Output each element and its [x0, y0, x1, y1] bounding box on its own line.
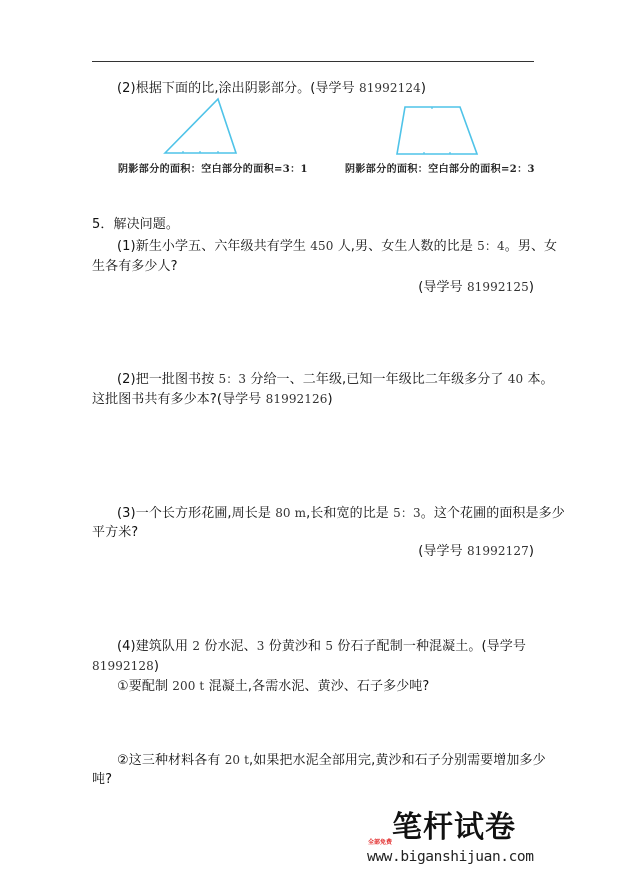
guide-number: 81992124	[358, 81, 421, 95]
problem3-line2: 平方米?	[92, 525, 139, 540]
problem1-line2: 生各有多少人?	[92, 259, 178, 274]
problem1-guide-ref: (导学号 81992125)	[418, 280, 534, 295]
problem3-guide-ref: (导学号 81992127)	[418, 544, 534, 559]
q4-part2-prompt: (2)根据下面的比,涂出阴影部分。(导学号 81992124)	[117, 81, 427, 96]
problem4-sub1: ①要配制 200 t 混凝土,各需水泥、黄沙、石子多少吨?	[117, 679, 430, 694]
problem4-sub2-line1: ②这三种材料各有 20 t,如果把水泥全部用完,黄沙和石子分别需要增加多少	[117, 753, 546, 768]
problem1-line1: (1)新生小学五、六年级共有学生 450 人,男、女生人数的比是 5：4。男、女	[117, 239, 558, 254]
trapezoid-shape[interactable]	[397, 107, 477, 154]
watermark-free-tag: 全部免费	[368, 839, 393, 846]
section5-heading: 5．解决问题。	[92, 217, 179, 232]
triangle-caption: 阴影部分的面积：空白部分的面积=3：1	[118, 164, 308, 175]
problem4-sub2-line2: 吨?	[92, 772, 113, 787]
problem2-line2: 这批图书共有多少本?(导学号 81992126)	[92, 392, 333, 407]
problem2-line1: (2)把一批图书按 5：3 分给一、二年级,已知一年级比二年级多分了 40 本。	[117, 372, 554, 387]
trapezoid-caption: 阴影部分的面积：空白部分的面积=2：3	[345, 164, 535, 175]
watermark-url[interactable]: www.biganshijuan.com	[367, 849, 534, 865]
watermark-title: 笔杆试卷	[392, 810, 516, 845]
problem4-line2: 81992128)	[92, 659, 160, 674]
problem3-line1: (3)一个长方形花圃,周长是 80 m,长和宽的比是 5：3。这个花圃的面积是多少	[117, 506, 565, 521]
problem4-line1: (4)建筑队用 2 份水泥、3 份黄沙和 5 份石子配制一种混凝土。(导学号	[117, 639, 526, 654]
